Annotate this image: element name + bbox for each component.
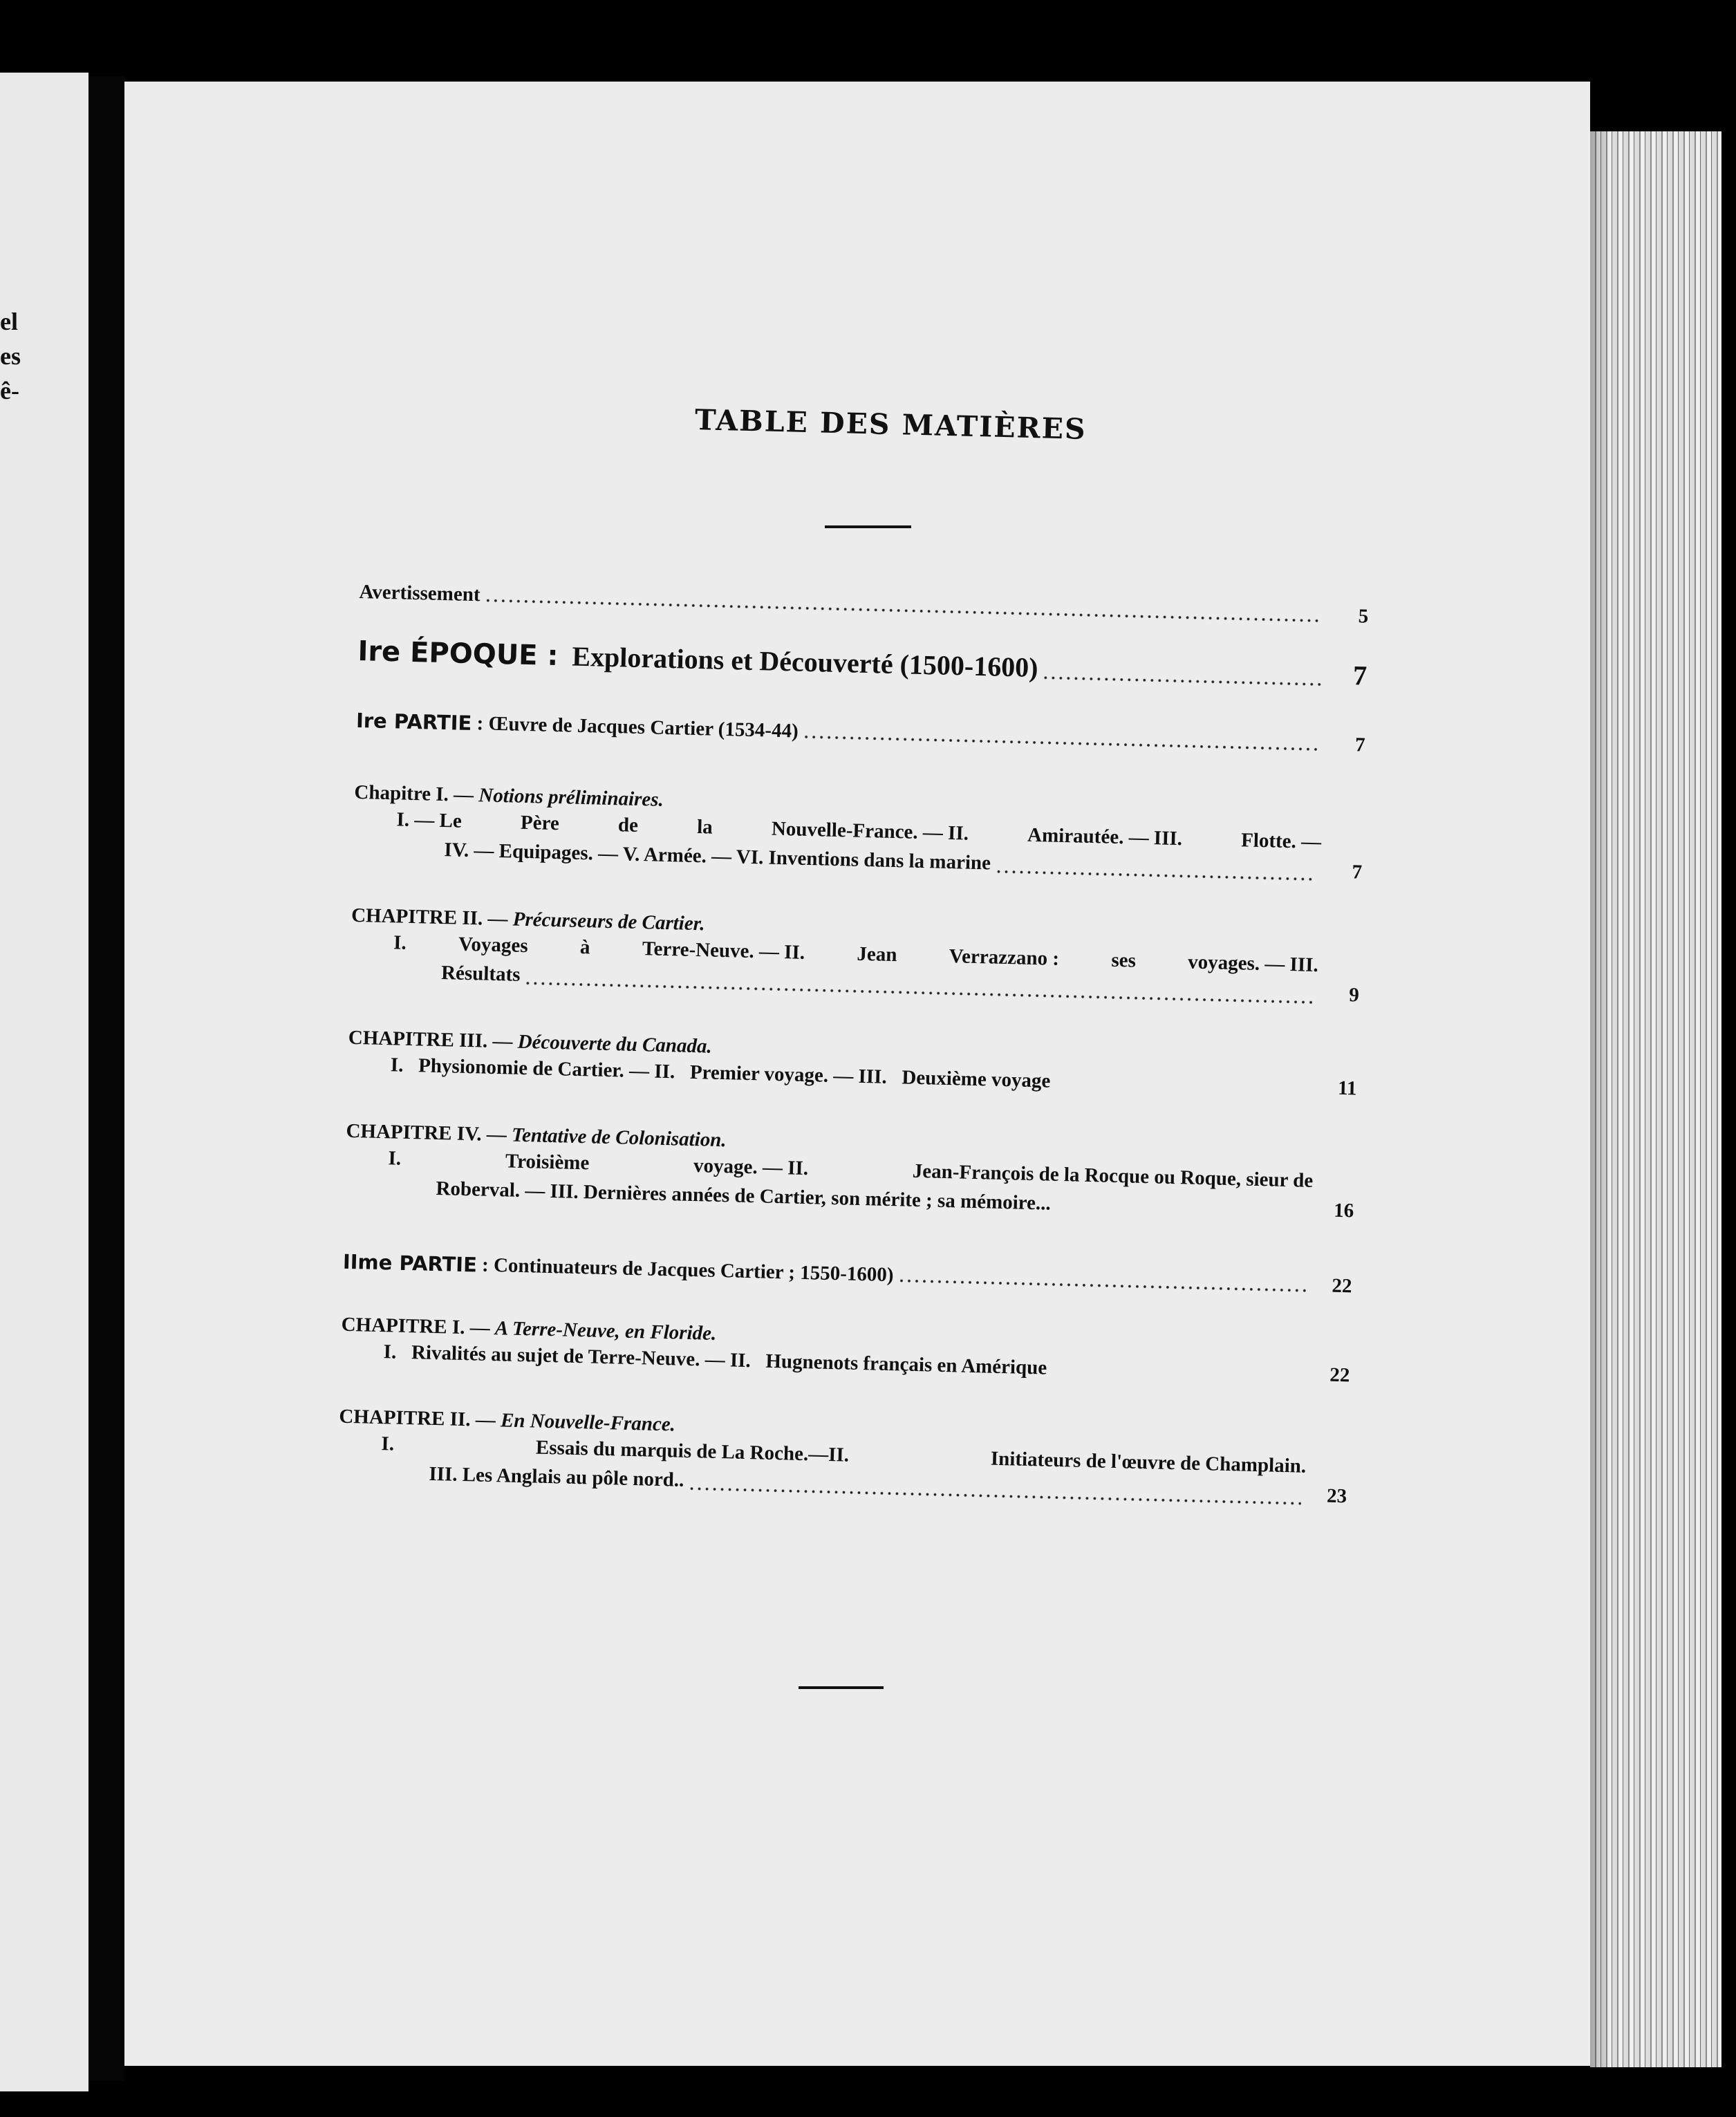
detail-word: I. — Le — [396, 808, 463, 832]
detail-word: Amirautée. — III. — [1027, 823, 1183, 850]
part-title: : Œuvre de Jacques Cartier (1534-44) — [476, 712, 799, 743]
page-edges-shadow — [1590, 131, 1611, 2067]
dot-leader — [1042, 675, 1321, 687]
detail-word: voyage. — II. — [693, 1155, 809, 1180]
toc-chapter — [347, 1027, 1357, 1103]
detail-word: I. — [381, 1433, 395, 1455]
detail-word: Terre-Neuve. — II. — [642, 938, 805, 964]
top-rule — [825, 525, 911, 528]
page-number: 11 — [1337, 1076, 1357, 1100]
detail-word: Flotte. — — [1240, 829, 1322, 854]
chapter-title: Précurseurs de Cartier. — [512, 908, 706, 935]
epoch-title: Explorations et Découverté (1500-1600) — [571, 640, 1039, 684]
detail-word: Jean — [857, 942, 897, 967]
detail-word: Nouvelle-France. — II. — [771, 817, 969, 845]
detail-word: Jean-François de la Rocque ou Roque, sieur de — [912, 1159, 1314, 1192]
page-number: 16 — [1333, 1199, 1354, 1222]
detail-word: la — [696, 816, 713, 839]
dot-leader — [524, 981, 1313, 1005]
detail-word: Hugnenots français en Amérique — [765, 1350, 1047, 1379]
detail-word: voyages. — III. — [1187, 951, 1319, 977]
detail-word: I. — [390, 1054, 404, 1076]
chapter-label: CHAPITRE II. — — [351, 904, 508, 931]
chapter-title: Tentative de Colonisation. — [511, 1123, 727, 1152]
detail-word: de — [617, 814, 639, 837]
page-title: TABLE DES MATIÈRES — [694, 403, 1088, 446]
detail-text: III. Les Anglais au pôle nord.. — [429, 1462, 684, 1491]
left-fragment: el — [0, 308, 18, 335]
part-label: IIme PARTIE — [342, 1249, 478, 1277]
page-number: 23 — [1326, 1484, 1347, 1508]
chapter-label: CHAPITRE I. — — [341, 1313, 491, 1339]
page-number: 5 — [1358, 605, 1369, 628]
detail-word: Rivalités au sujet de Terre-Neuve. — II. — [411, 1341, 752, 1372]
detail-word: à — [579, 935, 590, 959]
epoch-label: Ire ÉPOQUE : — [357, 635, 559, 673]
toc-chapter — [344, 1120, 1355, 1226]
entry-label: Avertissement — [359, 581, 480, 606]
detail-word: Voyages — [458, 933, 528, 958]
dot-leader — [802, 735, 1319, 752]
chapter-title: Découverte du Canada. — [517, 1030, 713, 1058]
part-title: : Continuateurs de Jacques Cartier ; 1550-1600) — [481, 1253, 894, 1287]
chapter-label: CHAPITRE II. — — [339, 1405, 496, 1432]
dot-leader — [688, 1486, 1301, 1506]
left-fragment: es — [0, 342, 21, 370]
chapter-title: Notions préliminaires. — [478, 784, 664, 811]
chapter-title: En Nouvelle-France. — [500, 1409, 676, 1436]
bottom-rule — [799, 1686, 884, 1689]
toc-chapter — [353, 781, 1363, 887]
toc-entry-partie-2 — [343, 1250, 1352, 1298]
page-number: 7 — [1354, 734, 1366, 756]
toc-chapter — [340, 1314, 1350, 1390]
chapter-label: CHAPITRE III. — — [348, 1026, 513, 1053]
book-gutter — [88, 76, 124, 2081]
left-fragment: ê- — [0, 377, 19, 404]
detail-word: I. — [388, 1147, 402, 1170]
detail-text: Résultats — [440, 962, 521, 986]
page-number: 22 — [1332, 1274, 1352, 1298]
dot-leader — [897, 1278, 1306, 1292]
detail-word: Deuxième voyage — [902, 1066, 1051, 1092]
page-number: 7 — [1352, 660, 1368, 691]
detail-word: Initiateurs de l'œuvre de Champlain. — [990, 1447, 1307, 1477]
detail-text: IV. — Equipages. — V. Armée. — VI. Inventions dans la marine — [444, 839, 991, 875]
detail-word: Premier voyage. — III. — [689, 1061, 888, 1088]
toc-entry-partie-1 — [356, 709, 1365, 757]
chapter-title: A Terre-Neuve, en Floride. — [494, 1317, 717, 1345]
left-page-text — [0, 304, 25, 408]
dot-leader — [484, 598, 1323, 623]
detail-word: Troisième — [505, 1150, 590, 1175]
dot-leader — [995, 870, 1316, 882]
detail-word: Père — [520, 811, 560, 835]
detail-word: I. — [383, 1341, 397, 1363]
detail-word: I. — [393, 931, 407, 954]
table-of-contents — [335, 581, 1368, 1587]
toc-entry-epoque — [357, 635, 1368, 692]
detail-word: ses — [1111, 949, 1137, 972]
page-number: 22 — [1329, 1363, 1350, 1387]
toc-chapter — [350, 904, 1361, 1010]
detail-word: Verrazzano : — [949, 945, 1060, 970]
chapter-label: CHAPITRE IV. — — [346, 1119, 507, 1146]
page-number: 7 — [1352, 861, 1363, 884]
toc-chapter — [337, 1406, 1348, 1511]
detail-word: Physionomie de Cartier. — II. — [418, 1054, 675, 1083]
chapter-label: Chapitre I. — — [354, 781, 474, 807]
detail-text: Roberval. — III. Dernières années de Cartier, son mérite ; sa mémoire... — [436, 1177, 1052, 1215]
detail-word: Essais du marquis de La Roche.—II. — [535, 1436, 850, 1466]
page-number: 9 — [1348, 984, 1360, 1007]
part-label: Ire PARTIE — [355, 708, 472, 736]
